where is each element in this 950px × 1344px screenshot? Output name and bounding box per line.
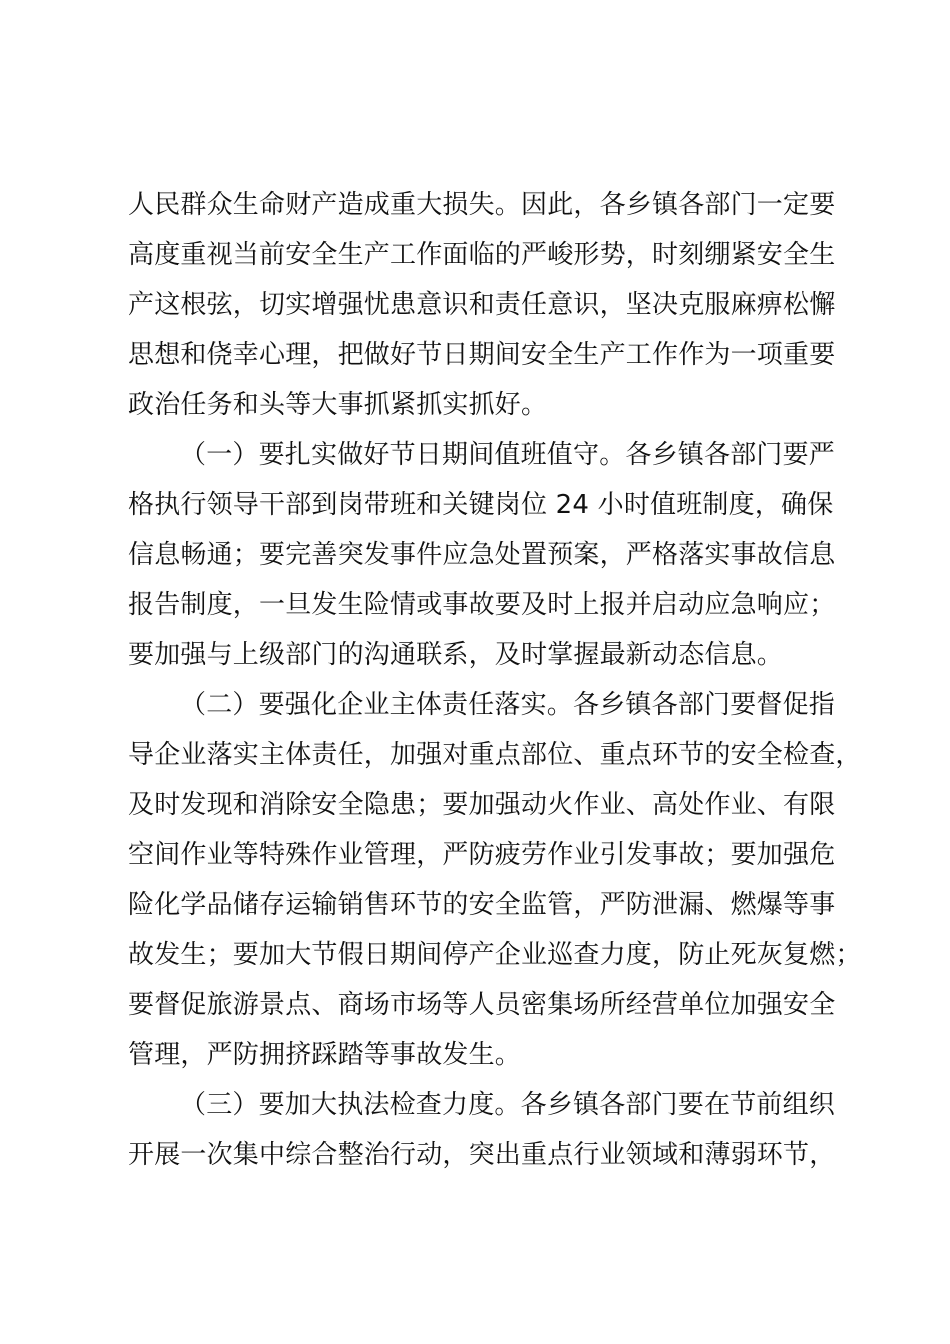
text-line: 及时发现和消除安全隐患；要加强动火作业、高处作业、有限 xyxy=(128,790,836,820)
section-heading-line: （二）要强化企业主体责任落实。各乡镇各部门要督促指 xyxy=(180,690,836,720)
section-heading-line: （三）要加大执法检查力度。各乡镇各部门要在节前组织 xyxy=(180,1090,836,1120)
text-line: 故发生；要加大节假日期间停产企业巡查力度，防止死灰复燃； xyxy=(128,940,862,970)
text-line: 报告制度，一旦发生险情或事故要及时上报并启动应急响应； xyxy=(128,590,836,620)
text-line: 险化学品储存运输销售环节的安全监管，严防泄漏、燃爆等事 xyxy=(128,890,836,920)
text-line: 产这根弦，切实增强忧患意识和责任意识，坚决克服麻痹松懈 xyxy=(128,290,836,320)
text-line: 要加强与上级部门的沟通联系，及时掌握最新动态信息。 xyxy=(128,640,784,670)
text-line: 导企业落实主体责任，加强对重点部位、重点环节的安全检查， xyxy=(128,740,862,770)
text-line: 空间作业等特殊作业管理，严防疲劳作业引发事故；要加强危 xyxy=(128,840,836,870)
document-body xyxy=(128,180,862,1180)
text-line: 人民群众生命财产造成重大损失。因此，各乡镇各部门一定要 xyxy=(128,190,836,220)
text-line: 高度重视当前安全生产工作面临的严峻形势，时刻绷紧安全生 xyxy=(128,240,836,270)
text-line: 要督促旅游景点、商场市场等人员密集场所经营单位加强安全 xyxy=(128,990,836,1020)
text-line: 政治任务和头等大事抓紧抓实抓好。 xyxy=(128,390,548,420)
text-line: 开展一次集中综合整治行动，突出重点行业领域和薄弱环节， xyxy=(128,1140,836,1170)
text-line: 信息畅通；要完善突发事件应急处置预案，严格落实事故信息 xyxy=(128,540,836,570)
text-line: 思想和侥幸心理，把做好节日期间安全生产工作作为一项重要 xyxy=(128,340,836,370)
text-line: 管理，严防拥挤踩踏等事故发生。 xyxy=(128,1040,522,1070)
section-heading-line: （一）要扎实做好节日期间值班值守。各乡镇各部门要严 xyxy=(180,440,836,470)
text-line: 格执行领导干部到岗带班和关键岗位 24 小时值班制度，确保 xyxy=(128,490,834,520)
